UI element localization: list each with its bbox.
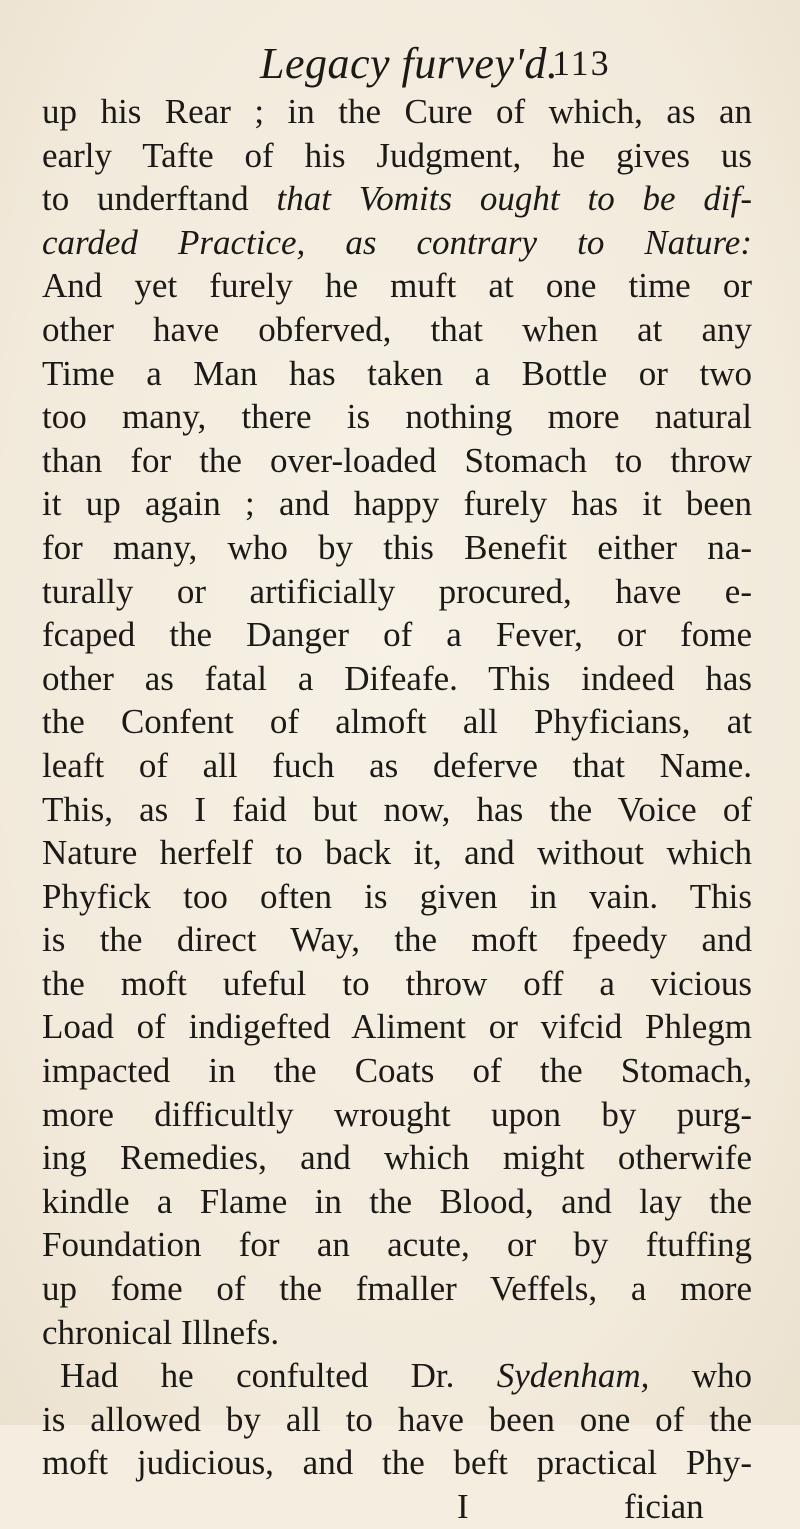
catchword: fician [624,1487,704,1526]
text-line: too many, there is nothing more natural [42,397,752,437]
text-line: moft judicious, and the beft practical Phy- [42,1443,752,1483]
running-title: Legacy furvey'd. [260,39,559,88]
text-line: fcaped the Danger of a Fever, or fome [42,615,752,655]
text-line [42,177,752,221]
text-line: kindle a Flame in the Blood, and lay the [42,1181,752,1221]
text-span: to underftand [42,179,249,219]
text-line [42,1354,752,1398]
running-head [0,38,800,94]
text-line: And yet furely he muft at one time or [42,266,752,306]
text-line: Time a Man has taken a Bottle or two [42,353,752,393]
text-line: is the direct Way, the moft fpeedy and [42,920,752,960]
text-line: more difficultly wrought upon by purg- [42,1094,752,1134]
text-line: turally or artificially procured, have e- [42,571,752,611]
text-line: up fome of the fmaller Veffels, a more [42,1269,752,1309]
text-line: chronical Illnefs. [42,1312,280,1352]
text-line: is allowed by all to have been one of the [42,1399,752,1439]
signature-mark: I [457,1487,469,1526]
text-line: impacted in the Coats of the Stomach, [42,1051,752,1091]
text-line: other as fatal a Difeafe. This indeed has [42,658,752,698]
text-line: it up again ; and happy furely has it been [42,484,752,524]
text-line: the moft ufeful to throw off a vicious [42,963,752,1003]
body-text [42,90,752,1529]
text-span: who [691,1356,753,1396]
text-line: Nature herfelf to back it, and without which [42,833,752,873]
text-line: the Confent of almoft all Phyficians, at [42,702,752,742]
italic-word: Practice, [177,222,306,262]
text-line: other have obferved, that when at any [42,309,752,349]
page-number: 113 [552,43,611,83]
text-line: early Tafte of his Judgment, he gives us [42,135,752,175]
italic-word: carded [42,222,138,262]
text-line: than for the over-loaded Stomach to throw [42,440,752,480]
text-line: ing Remedies, and which might otherwife [42,1138,752,1178]
text-line [42,221,752,265]
text-line: leaft of all fuch as deferve that Name. [42,745,752,785]
footer-line [42,1485,752,1529]
text-line: up his Rear ; in the Cure of which, as an [42,92,752,131]
italic-phrase: that Vomits ought to be dif- [276,179,752,219]
text-line: Foundation for an acute, or by ftuffing [42,1225,752,1265]
italic-phrase: as contrary to Nature: [345,222,752,262]
text-line: Load of indigefted Aliment or vifcid Phlegm [42,1007,752,1047]
text-line: This, as I faid but now, has the Voice of [42,789,752,829]
text-line: Phyfick too often is given in vain. This [42,876,752,916]
text-line: for many, who by this Benefit either na- [42,527,752,567]
italic-name: Sydenham, [496,1356,650,1396]
text-span: Had he confulted Dr. [60,1356,455,1396]
